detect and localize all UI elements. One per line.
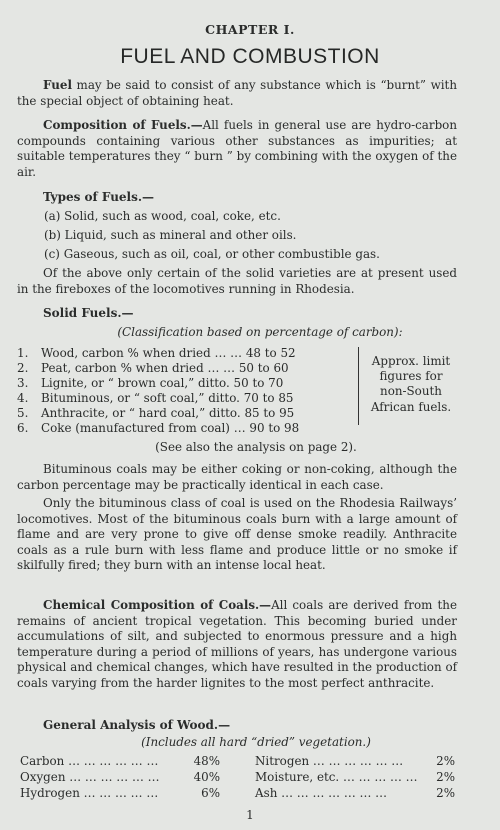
component-name: Hydrogen [20,786,80,800]
chemical-text: All coals are derived from the remains of ancient tropical vegetation. This becoming buried under accumulations of silt, and subjected to enormous pressure and a high temperature during a period of millions of years, has undergone various physical and chemical changes, which have resulted in the production of coals varying from the harder lignites to the most perfect anthracite. [17,598,457,690]
composition-heading: Composition of Fuels.— [43,118,203,132]
table-row [17,346,296,360]
limit-note-line: Approx. limit [371,354,451,368]
component-name: Moisture, etc. [255,770,340,784]
row-number: 5. [17,406,29,420]
table-row [17,421,299,435]
solid-fuels-heading: Solid Fuels.— [43,306,134,320]
page-title: FUEL AND COMBUSTION [120,45,380,68]
bituminous-paragraph: Bituminous coals may be either coking or non-coking, although the carbon percentage may be practically identical in each case. [17,462,457,492]
wood-analysis-heading: General Analysis of Wood.— [43,718,231,732]
table-row [17,406,294,420]
railways-paragraph: Only the bituminous class of coal is used on the Rhodesia Railways’ locomotives. Most of the bituminous coals burn with a large amount of flame and are very prone to give off dense smoke readily. Anthracite coals as a rule burn with less flame and produce little or no smoke if skilfully fired; they burn with an intense local heat. [17,496,457,572]
component-name: Nitrogen [255,754,310,768]
analysis-row [20,786,220,800]
limit-note-line: figures for [379,369,443,384]
row-range: 85 to 95 [244,406,295,420]
chemical-heading: Chemical Composition of Coals.— [43,598,272,612]
row-range: 70 to 85 [243,391,294,405]
page-number: 1 [246,808,254,822]
component-name: Carbon [20,754,65,768]
classification-note: (Classification based on percentage of carbon): [117,325,403,339]
table-row [17,361,289,375]
wood-analysis-note: (Includes all hard “dried” vegetation.) [141,735,371,749]
grouping-brace [352,347,359,425]
row-number: 2. [17,361,29,375]
composition-paragraph [17,118,457,180]
component-value: 2% [436,754,455,768]
row-description: Peat, carbon % when dried … … [41,361,236,375]
table-row [17,391,294,405]
row-range: 50 to 60 [238,361,289,375]
component-value: 48% [193,754,220,768]
row-number: 6. [17,421,29,435]
dot-leader: … … … … … … … [281,786,388,800]
intro-paragraph [17,78,457,109]
component-value: 40% [193,770,220,784]
table-row [17,376,283,390]
limit-note [362,354,460,415]
type-item-b: (b) Liquid, such as mineral and other oils. [44,228,297,242]
component-name: Ash [255,786,278,800]
row-number: 1. [17,346,29,360]
analysis-row [20,754,220,768]
limit-note-line: African fuels. [370,399,452,414]
dot-leader: … … … … … [83,786,159,800]
composition-text: All fuels in general use are hydro-carbon compounds containing various other substances as impurities; at suitable temperatures they “ burn ” by combining with the oxygen of the air. [17,118,458,179]
analysis-row [255,770,455,784]
dot-leader: … … … … … [343,770,418,784]
row-range: 50 to 70 [233,376,284,390]
row-description: Bituminous, or “ soft coal,” ditto. [41,391,240,405]
intro-lead: Fuel [43,78,72,92]
row-range: 48 to 52 [245,346,296,360]
component-value: 2% [436,786,455,800]
analysis-row [255,786,455,800]
type-item-c: (c) Gaseous, such as oil, coal, or other combustible gas. [44,247,380,261]
component-name: Oxygen [20,770,66,784]
chapter-label: CHAPTER I. [205,22,295,37]
limit-note-line: non-South [380,384,442,399]
analysis-row [20,770,220,784]
intro-text: may be said to consist of any substance which is “burnt” with the special object of obtaining heat. [17,78,457,108]
row-range: 90 to 98 [249,421,300,435]
row-description: Coke (manufactured from coal) … [41,421,246,435]
row-description: Anthracite, or “ hard coal,” ditto. [41,406,241,420]
component-value: 2% [436,770,455,784]
see-also-note: (See also the analysis on page 2). [155,440,357,454]
types-note: Of the above only certain of the solid varieties are at present used in the fireboxes of the locomotives running in Rhodesia. [17,266,457,296]
chemical-paragraph [17,598,457,691]
dot-leader: … … … … … … [68,754,159,768]
row-description: Wood, carbon % when dried … … [41,346,243,360]
type-item-a: (a) Solid, such as wood, coal, coke, etc. [44,209,281,223]
component-value: 6% [201,786,220,800]
dot-leader: … … … … … … [312,754,404,768]
analysis-row [255,754,455,768]
row-number: 4. [17,391,29,405]
row-description: Lignite, or “ brown coal,” ditto. [41,376,230,390]
dot-leader: … … … … … … [69,770,160,784]
types-heading: Types of Fuels.— [43,190,155,204]
row-number: 3. [17,376,29,390]
